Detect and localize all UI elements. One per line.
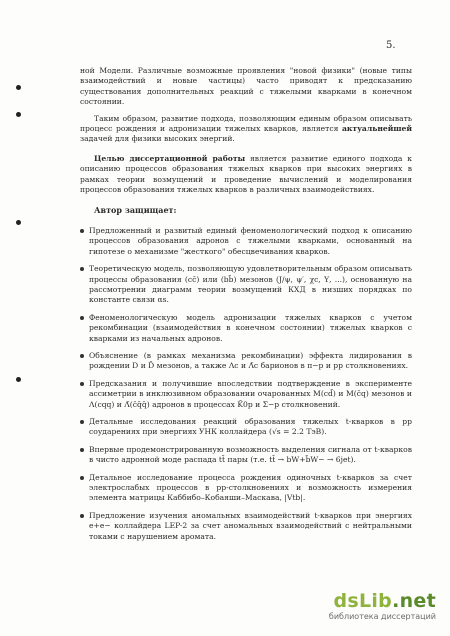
document-body [80, 66, 412, 549]
bullet-icon [80, 354, 84, 358]
watermark-brand-name: dsLib [333, 590, 393, 612]
claim-text: Предсказания и получившие впоследствии подтверждение в эксперименте ассиметрии в инклюзивном образовании очарованных M(cd̄) и M(c̄q) мезонов и Λ(cqq) и Λ̄(c̄q̄q̄) адронов в процессах K̄0p и Σ−p столкновений. [89, 378, 412, 409]
scan-punch-hole [16, 220, 21, 225]
bullet-icon [80, 316, 84, 320]
bullet-icon [80, 267, 84, 271]
claim-item [80, 313, 412, 344]
bullet-icon [80, 229, 84, 233]
claim-item [80, 473, 412, 504]
bullet-icon [80, 476, 84, 480]
claim-text: Детальные исследования реакций образования тяжелых t-кварков в pp соударениях при энергиях УНК коллайдера (√s = 2.2 ТэВ). [89, 416, 412, 437]
claim-text: Предложенный и развитый единый феноменологический подход к описанию процессов образования адронов с тяжелыми кварками, основанный на гипотезе о механизме "жесткого" обесцвечивания кварков. [89, 225, 412, 256]
emphasis-relevance: актуальнейшей [341, 124, 412, 134]
paragraph-continuation: ной Модели. Различные возможные проявления "новой физики" (новые типы взаимодействий и новые частицы) часто приводят к предсказанию существования дополнительных реакций с тяжелыми кварками в конечном состоянии. [80, 66, 412, 107]
claim-item [80, 351, 412, 372]
watermark-tagline: библиотека диссертаций [328, 612, 436, 621]
paragraph-text: Таким образом, развитие подхода, позволяющим единым образом описывать процесс рождения и адронизации тяжелых кварков, является [80, 113, 412, 134]
claim-item [80, 417, 412, 438]
emphasis-goal: Целью диссертационной работы [94, 153, 246, 163]
claim-text: Феноменологическую модель адронизации тяжелых кварков с учетом рекомбинации (взаимодействия в конечном состоянии) тяжелых кварков с кварками из начальных адронов. [89, 312, 412, 343]
claim-text: Предложение изучения аномальных взаимодействий t-кварков при энергиях e+e− коллайдера LEP-2 за счет аномальных взаимодействий с нейтральными токами с нарушением аромата. [89, 510, 412, 541]
claim-text: Объяснение (в рамках механизма рекомбинации) эффекта лидирования в рождении D и D̄ мезонов, а также Λc и Λ̄c барионов в π−p и pp столкновениях. [89, 350, 412, 371]
bullet-icon [80, 514, 84, 518]
claim-text: Теоретическую модель, позволяющую удовлетворительным образом описывать процессы образования (cc̄) или (bb̄) мезонов (J/ψ, ψ′, χc, Υ, ...), основанную на рассмотрении диаграмм теории возмущений КХД в низших порядках по константе связи αs. [89, 264, 412, 305]
paragraph-goal [80, 154, 412, 196]
watermark-brand [333, 590, 436, 612]
bullet-icon [80, 448, 84, 452]
page-number: 5. [386, 40, 396, 51]
section-heading: Автор защищает: [94, 205, 177, 216]
claim-item [80, 379, 412, 410]
watermark-logo[interactable] [308, 590, 438, 626]
bullet-icon [80, 382, 84, 386]
claim-text: Впервые продемонстрированную возможность выделения сигнала от t-кварков в чисто адронной моде распада tt̄ пары (т.е. tt̄ → bW+b̄W− → 6jet). [89, 444, 412, 465]
paragraph-text: является развитие единого подхода к описанию процессов образования тяжелых кварков при высоких энергиях в рамках теории возмущений и проведение вычислений и моделирования процессов образования тяжелых кварков в различных взаимодействиях. [80, 153, 413, 195]
scan-punch-hole [16, 85, 21, 90]
claim-item [80, 511, 412, 542]
watermark-brand-domain: .net [392, 590, 436, 612]
paragraph-text: задачей для физики высоких энергий. [80, 134, 235, 144]
claim-item [80, 445, 412, 466]
claims-list [80, 226, 412, 542]
paragraph-relevance [80, 114, 412, 145]
claim-item [80, 264, 412, 306]
scan-punch-hole [16, 112, 21, 117]
scan-punch-hole [16, 377, 21, 382]
claim-text: Детальное исследование процесса рождения одиночных t-кварков за счет электрослабых процессов в pp-столкновениях и возможность измерения элемента матрицы Каббибо–Кобаяши–Маскава, |Vtb|. [89, 472, 412, 503]
claim-item [80, 226, 412, 257]
bullet-icon [80, 420, 84, 424]
